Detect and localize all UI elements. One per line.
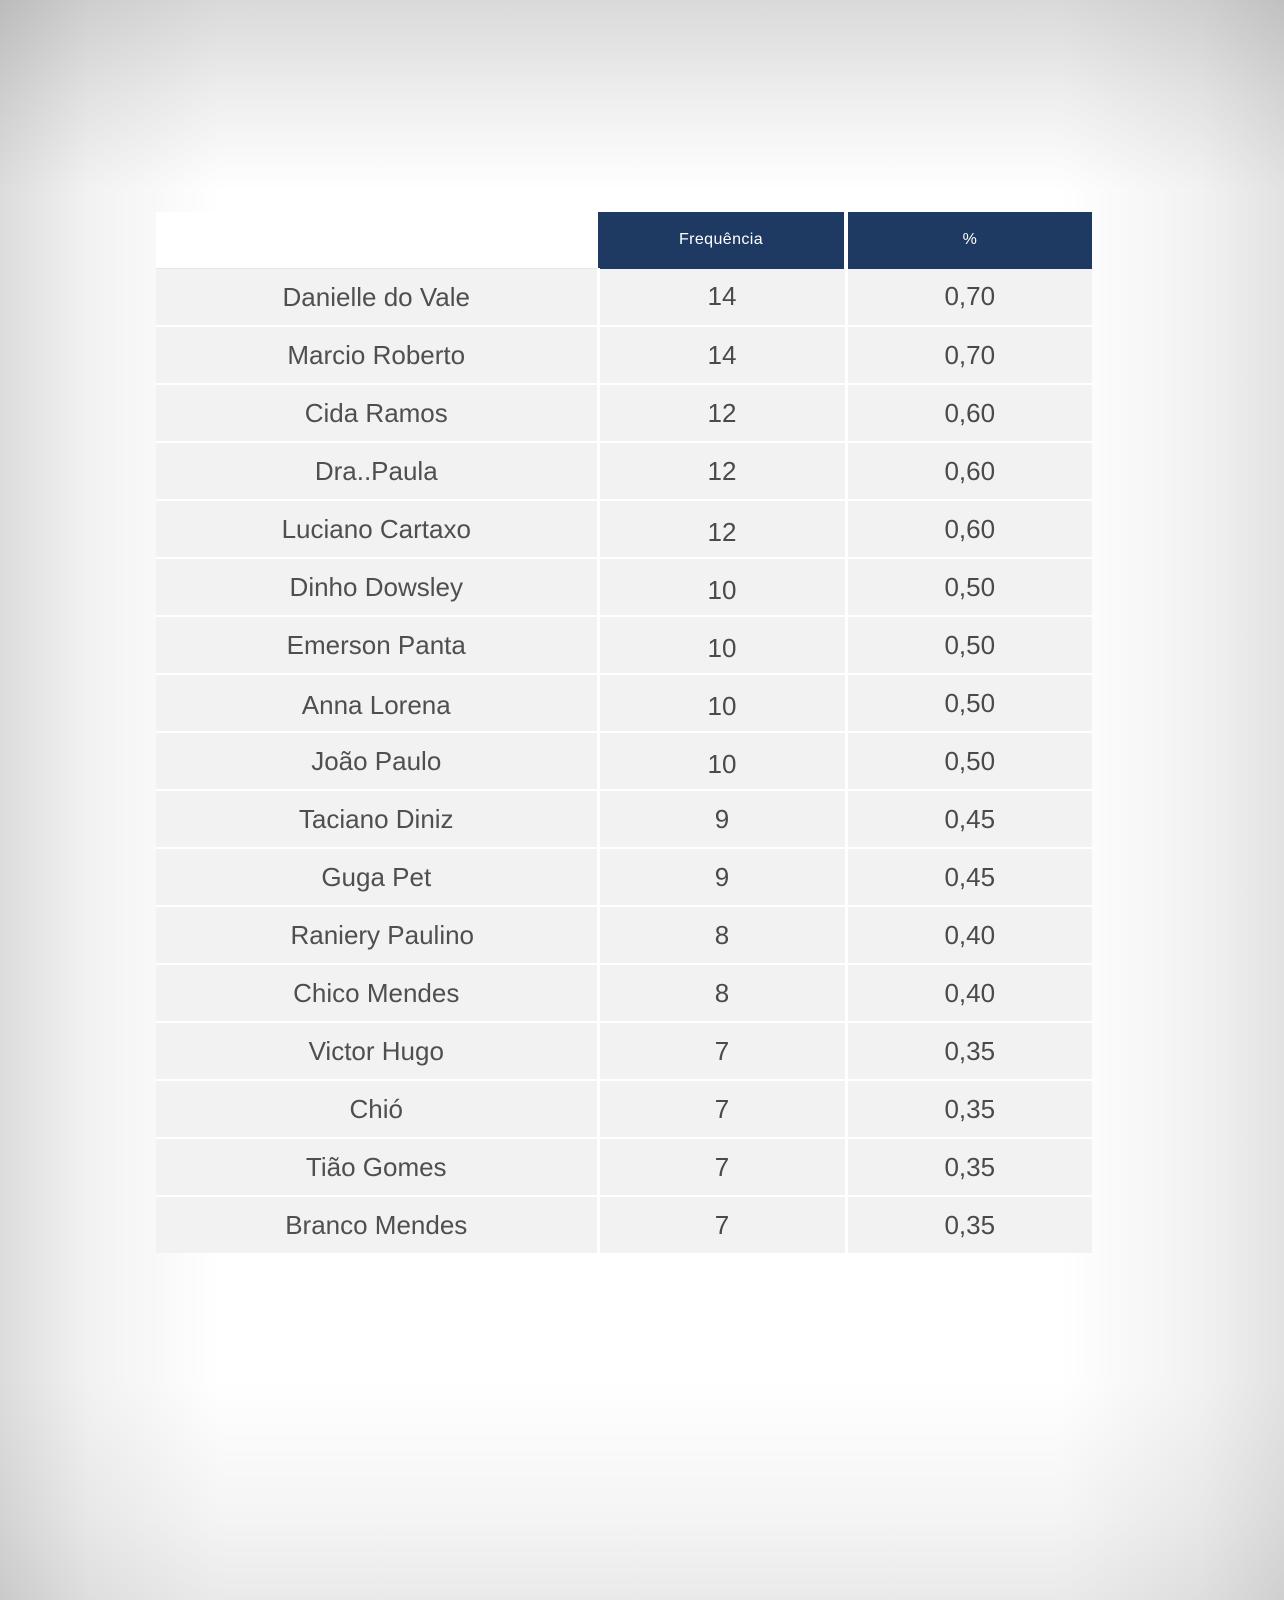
- cell-frequency: [598, 384, 846, 442]
- cell-percent-text: 0,70: [944, 339, 996, 370]
- cell-frequency-text: 14: [707, 281, 737, 312]
- cell-name-text: Anna Lorena: [301, 689, 451, 720]
- table-row: [156, 790, 1092, 848]
- cell-name-text: Dinho Dowsley: [289, 571, 463, 602]
- cell-name: [156, 674, 598, 732]
- cell-percent: [846, 442, 1092, 500]
- cell-frequency-text: 7: [714, 1209, 730, 1240]
- cell-frequency: [598, 1080, 846, 1138]
- table-row: [156, 500, 1092, 558]
- cell-name: [156, 558, 598, 616]
- cell-frequency: [598, 848, 846, 906]
- cell-percent-text: 0,50: [944, 687, 996, 718]
- column-header-frequency: Frequência: [598, 212, 846, 269]
- cell-frequency-text: 12: [707, 397, 737, 428]
- cell-name-text: Taciano Diniz: [298, 803, 454, 834]
- cell-name-text: Raniery Paulino: [290, 919, 475, 950]
- cell-name-text: Cida Ramos: [304, 397, 448, 428]
- cell-frequency-text: 7: [714, 1035, 730, 1066]
- cell-percent: [846, 906, 1092, 964]
- cell-name: [156, 269, 598, 327]
- cell-percent-text: 0,60: [944, 513, 996, 544]
- cell-frequency: [598, 442, 846, 500]
- table-row: [156, 442, 1092, 500]
- table-header: [156, 212, 1092, 269]
- cell-name-text: Marcio Roberto: [287, 339, 466, 370]
- cell-frequency-text: 8: [714, 919, 730, 950]
- table-row: [156, 1196, 1092, 1253]
- cell-name-text: Luciano Cartaxo: [281, 513, 471, 544]
- cell-name: [156, 1138, 598, 1196]
- cell-frequency-text: 10: [707, 748, 737, 779]
- column-header-name: [156, 212, 598, 269]
- table-row: [156, 558, 1092, 616]
- cell-frequency-text: 7: [714, 1093, 730, 1124]
- cell-percent-text: 0,50: [944, 629, 996, 660]
- cell-frequency: [598, 326, 846, 384]
- cell-name: [156, 500, 598, 558]
- cell-frequency: [598, 964, 846, 1022]
- cell-percent: [846, 1138, 1092, 1196]
- table-row: [156, 1138, 1092, 1196]
- table-row: [156, 1022, 1092, 1080]
- cell-percent-text: 0,35: [944, 1035, 996, 1066]
- cell-percent: [846, 1080, 1092, 1138]
- cell-percent-text: 0,40: [944, 977, 996, 1008]
- table-row: [156, 269, 1092, 327]
- table-row: [156, 1080, 1092, 1138]
- cell-percent: [846, 1196, 1092, 1253]
- cell-frequency-text: 10: [707, 632, 737, 663]
- cell-name: [156, 326, 598, 384]
- cell-name: [156, 384, 598, 442]
- cell-name: [156, 964, 598, 1022]
- cell-frequency-text: 14: [707, 339, 737, 370]
- cell-name: [156, 848, 598, 906]
- cell-percent-text: 0,70: [944, 281, 996, 312]
- column-header-percent: %: [846, 212, 1092, 269]
- cell-percent: [846, 326, 1092, 384]
- cell-name: [156, 1196, 598, 1253]
- table-row: [156, 326, 1092, 384]
- cell-frequency-text: 12: [707, 455, 737, 486]
- cell-percent-text: 0,45: [944, 803, 996, 834]
- table-row: [156, 732, 1092, 790]
- cell-percent: [846, 384, 1092, 442]
- cell-name: [156, 616, 598, 674]
- cell-name: [156, 790, 598, 848]
- table-header-row: [156, 212, 1092, 269]
- cell-frequency: [598, 906, 846, 964]
- table-row: [156, 964, 1092, 1022]
- cell-name: [156, 906, 598, 964]
- cell-percent: [846, 558, 1092, 616]
- cell-frequency: [598, 1196, 846, 1253]
- cell-name-text: Emerson Panta: [286, 629, 466, 660]
- cell-name-text: Dra..Paula: [314, 455, 438, 486]
- cell-name-text: Guga Pet: [321, 861, 432, 892]
- cell-name: [156, 1022, 598, 1080]
- table-row: [156, 848, 1092, 906]
- cell-percent-text: 0,50: [944, 745, 996, 776]
- cell-frequency: [598, 269, 846, 327]
- cell-percent-text: 0,40: [944, 919, 996, 950]
- cell-percent-text: 0,35: [944, 1151, 996, 1182]
- cell-frequency: [598, 616, 846, 674]
- cell-percent: [846, 732, 1092, 790]
- cell-name-text: Danielle do Vale: [282, 281, 470, 312]
- table-row: [156, 906, 1092, 964]
- cell-percent: [846, 848, 1092, 906]
- cell-frequency-text: 8: [714, 977, 730, 1008]
- cell-frequency: [598, 790, 846, 848]
- cell-name-text: Chico Mendes: [293, 977, 460, 1008]
- cell-percent-text: 0,35: [944, 1209, 996, 1240]
- cell-percent: [846, 790, 1092, 848]
- table-row: [156, 384, 1092, 442]
- cell-percent: [846, 1022, 1092, 1080]
- table-body: [156, 269, 1092, 1254]
- cell-frequency: [598, 500, 846, 558]
- cell-name-text: Chió: [349, 1093, 403, 1124]
- cell-name: [156, 1080, 598, 1138]
- cell-name: [156, 732, 598, 790]
- cell-frequency: [598, 1138, 846, 1196]
- cell-percent-text: 0,45: [944, 861, 996, 892]
- frequency-table: [156, 212, 1092, 1253]
- cell-percent-text: 0,35: [944, 1093, 996, 1124]
- cell-frequency: [598, 674, 846, 732]
- cell-name: [156, 442, 598, 500]
- cell-percent-text: 0,60: [944, 397, 996, 428]
- cell-frequency-text: 10: [707, 690, 737, 721]
- frequency-table-container: [156, 212, 1092, 1253]
- cell-frequency: [598, 732, 846, 790]
- cell-frequency: [598, 558, 846, 616]
- cell-percent: [846, 500, 1092, 558]
- table-row: [156, 674, 1092, 732]
- cell-name-text: João Paulo: [311, 745, 442, 776]
- cell-name-text: Branco Mendes: [285, 1209, 468, 1240]
- cell-frequency-text: 10: [707, 574, 737, 605]
- cell-percent-text: 0,60: [944, 455, 996, 486]
- cell-frequency: [598, 1022, 846, 1080]
- cell-percent: [846, 964, 1092, 1022]
- cell-frequency-text: 12: [707, 516, 737, 547]
- cell-name-text: Tião Gomes: [305, 1151, 447, 1182]
- cell-percent: [846, 674, 1092, 732]
- cell-percent-text: 0,50: [944, 571, 996, 602]
- table-row: [156, 616, 1092, 674]
- cell-frequency-text: 9: [714, 803, 730, 834]
- cell-frequency-text: 7: [714, 1151, 730, 1182]
- cell-percent: [846, 616, 1092, 674]
- cell-frequency-text: 9: [714, 861, 730, 892]
- cell-name-text: Victor Hugo: [308, 1035, 444, 1066]
- cell-percent: [846, 269, 1092, 327]
